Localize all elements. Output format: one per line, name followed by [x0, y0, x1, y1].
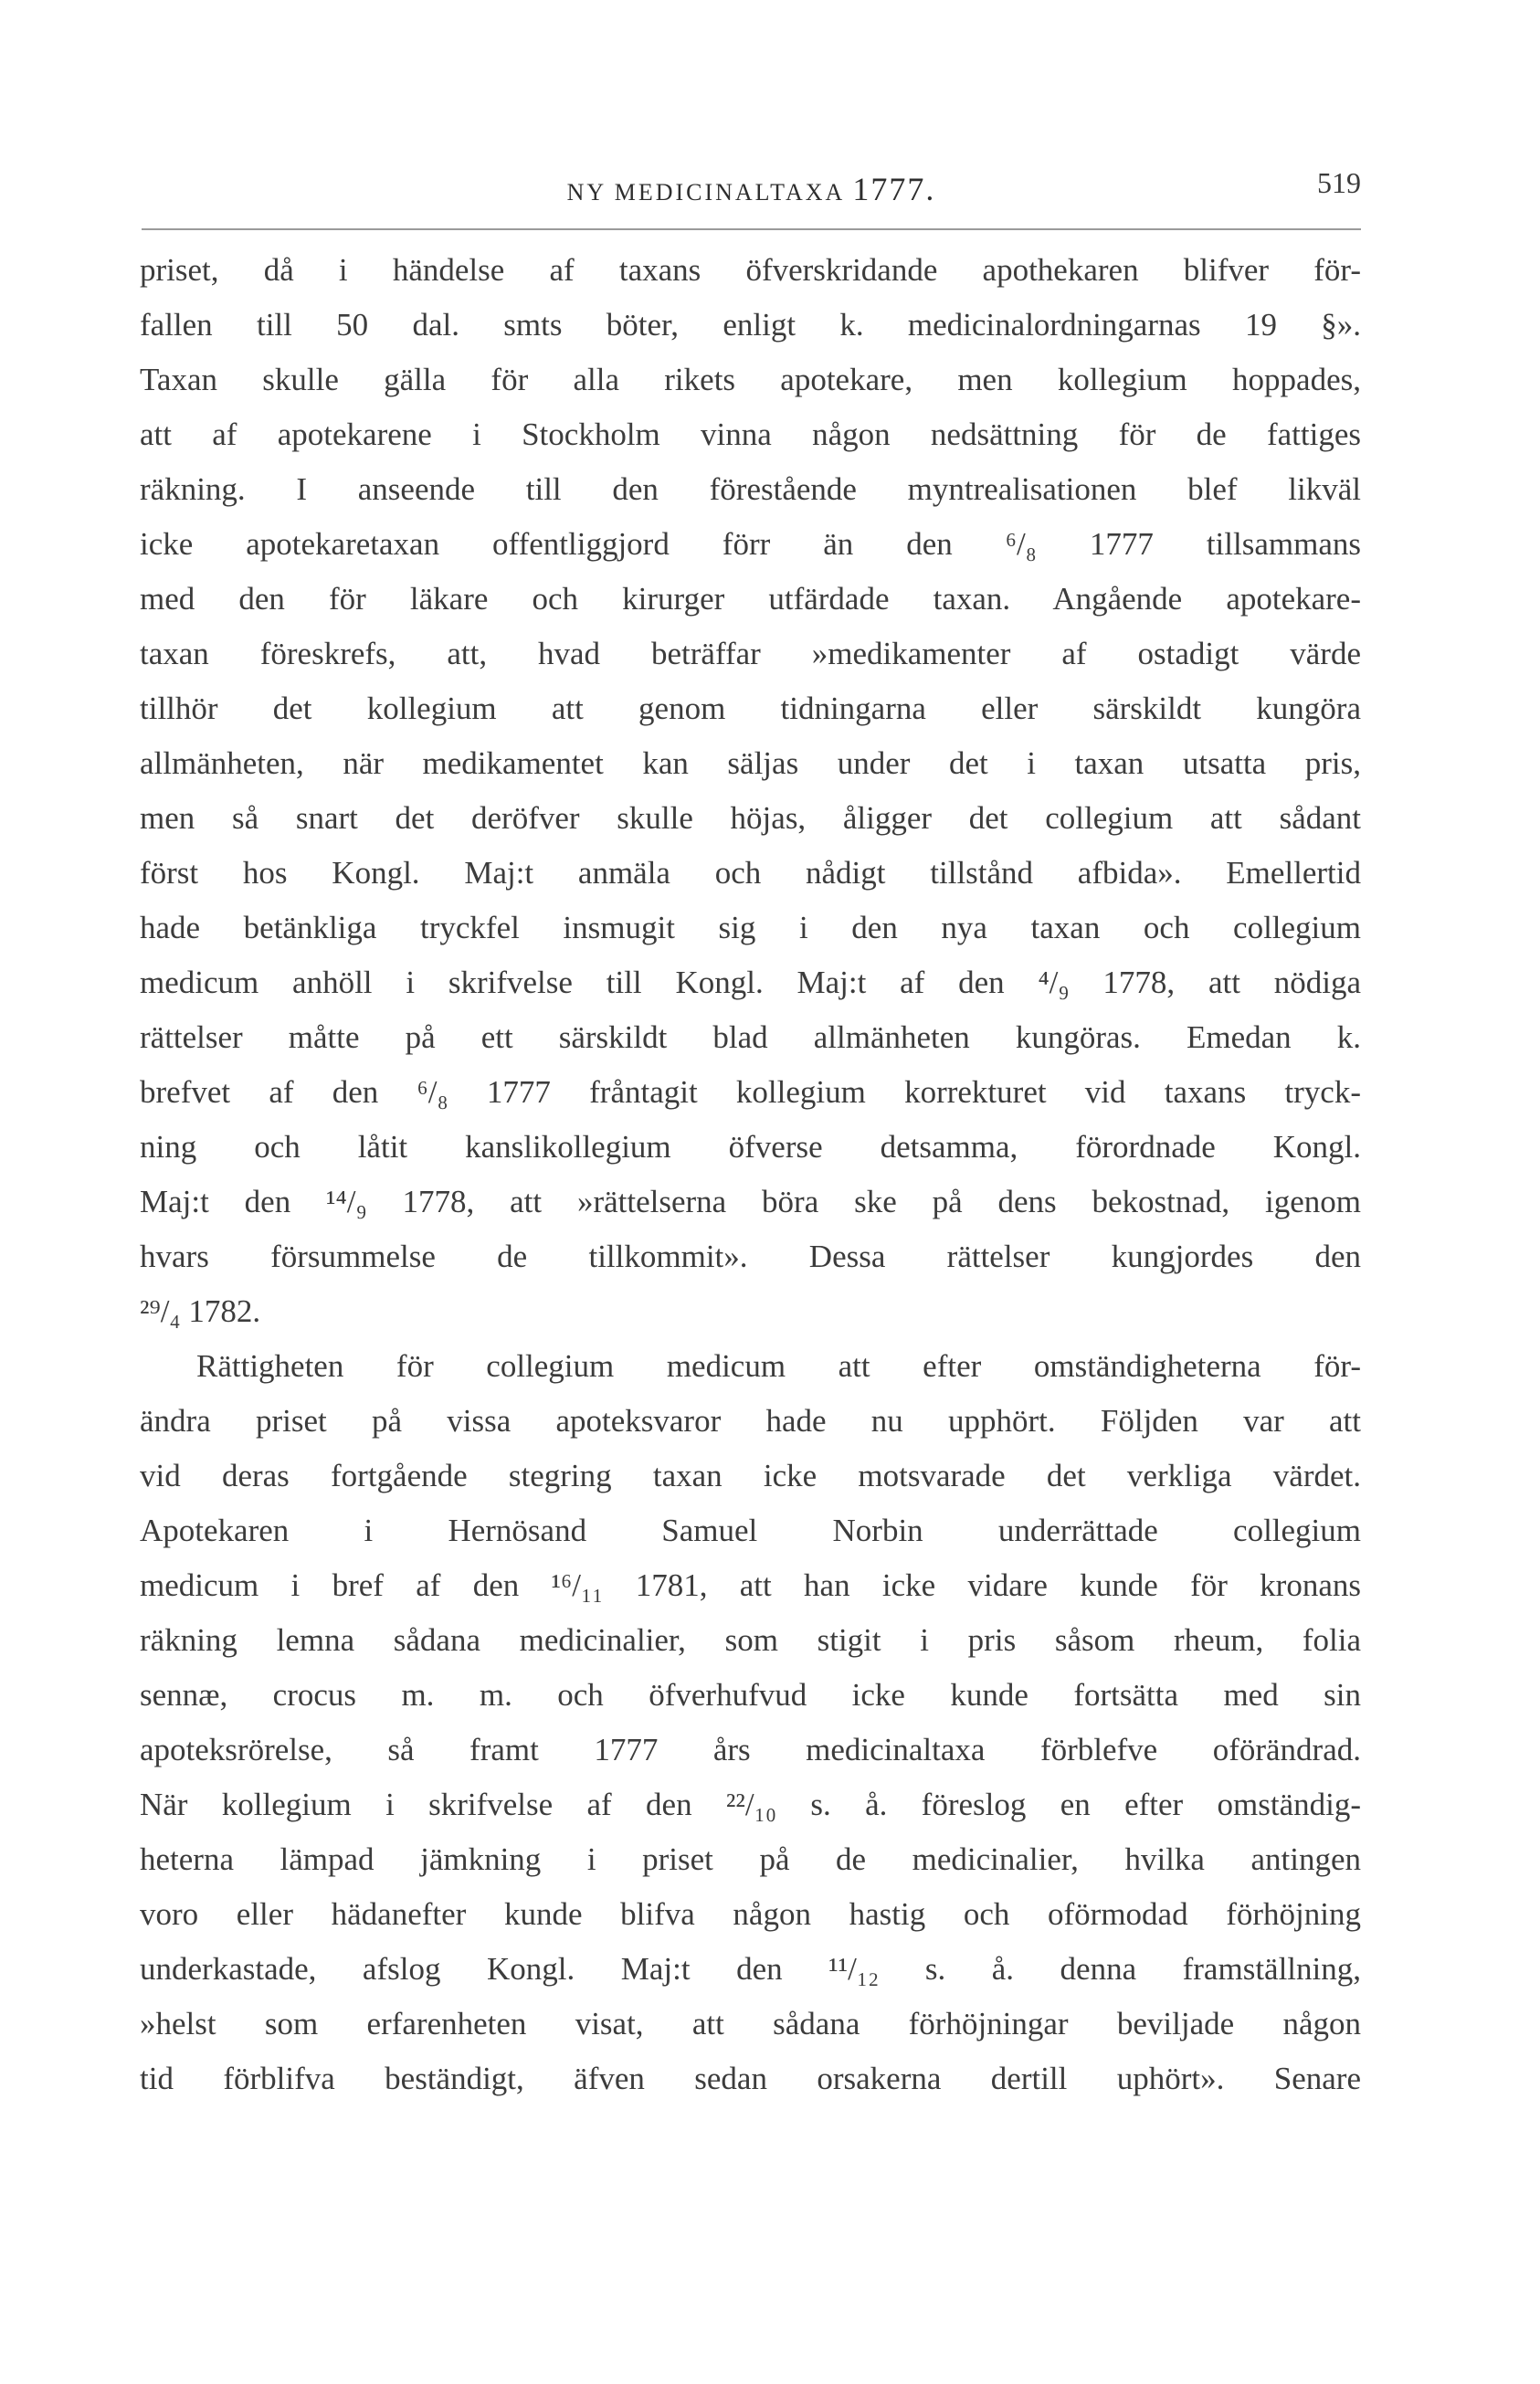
- text-line: att af apotekarene i Stockholm vinna någon nedsättning för de fattiges: [140, 417, 1361, 452]
- running-head-title: [142, 170, 1361, 208]
- text-line: med den för läkare och kirurger utfärdade taxan. Angående apotekare-: [140, 581, 1361, 617]
- header-rule: [142, 228, 1361, 230]
- text-line: Maj:t den ¹⁴/₉ 1778, att »rättelserna böra ske på dens bekostnad, igenom: [140, 1184, 1361, 1219]
- text-line: voro eller hädanefter kunde blifva någon hastig och oförmodad förhöjning: [140, 1896, 1361, 1932]
- text-line: men så snart det deröfver skulle höjas, åligger det collegium att sådant: [140, 800, 1361, 836]
- running-head: [142, 163, 1361, 208]
- text-line: fallen till 50 dal. smts böter, enligt k. medicinalordningarnas 19 §».: [140, 307, 1361, 343]
- text-line: taxan föreskrefs, att, hvad beträffar »medikamenter af ostadigt värde: [140, 636, 1361, 671]
- text-line: tid förblifva beständigt, äfven sedan orsakerna dertill uphört». Senare: [140, 2061, 1361, 2096]
- text-line: priset, då i händelse af taxans öfverskridande apothekaren blifver för-: [140, 252, 1361, 288]
- text-line: Apotekaren i Hernösand Samuel Norbin underrättade collegium: [140, 1513, 1361, 1548]
- text-line: icke apotekaretaxan offentliggjord förr än den ⁶/₈ 1777 tillsammans: [140, 526, 1361, 562]
- text-line: hvars försummelse de tillkommit». Dessa rättelser kungjordes den: [140, 1239, 1361, 1274]
- text-line: medicum anhöll i skrifvelse till Kongl. Maj:t af den ⁴/₉ 1778, att nödiga: [140, 965, 1361, 1000]
- text-line: ändra priset på vissa apoteksvaror hade nu upphört. Följden var att: [140, 1403, 1361, 1439]
- text-line: ning och låtit kanslikollegium öfverse detsamma, förordnade Kongl.: [140, 1129, 1361, 1165]
- text-line: Rättigheten för collegium medicum att efter omständigheterna för-: [196, 1348, 1361, 1384]
- text-line: vid deras fortgående stegring taxan icke motsvarade det verkliga värdet.: [140, 1458, 1361, 1493]
- text-line: brefvet af den ⁶/₈ 1777 fråntagit kollegium korrekturet vid taxans tryck-: [140, 1074, 1361, 1110]
- text-line: hade betänkliga tryckfel insmugit sig i den nya taxan och collegium: [140, 910, 1361, 945]
- running-head-year: 1777.: [852, 171, 936, 207]
- text-line: räkning. I anseende till den förestående myntrealisationen blef likväl: [140, 471, 1361, 507]
- text-line: Taxan skulle gälla för alla rikets apotekare, men kollegium hoppades,: [140, 362, 1361, 397]
- text-line: heterna lämpad jämkning i priset på de medicinalier, hvilka antingen: [140, 1841, 1361, 1877]
- text-line: ²⁹/₄ 1782.: [140, 1293, 261, 1329]
- text-line: först hos Kongl. Maj:t anmäla och nådigt tillstånd afbida». Emellertid: [140, 855, 1361, 891]
- text-line: räkning lemna sådana medicinalier, som stigit i pris såsom rheum, folia: [140, 1622, 1361, 1658]
- page-number: 519: [1317, 166, 1361, 199]
- text-line: sennæ, crocus m. m. och öfverhufvud icke kunde fortsätta med sin: [140, 1677, 1361, 1713]
- text-line: underkastade, afslog Kongl. Maj:t den ¹¹/₁₂ s. å. denna framställning,: [140, 1951, 1361, 1987]
- running-head-title-text: NY MEDICINALTAXA: [566, 179, 844, 206]
- text-line: När kollegium i skrifvelse af den ²²/₁₀ s. å. föreslog en efter omständig-: [140, 1787, 1361, 1822]
- text-line: »helst som erfarenheten visat, att sådana förhöjningar beviljade någon: [140, 2006, 1361, 2041]
- text-line: medicum i bref af den ¹⁶/₁₁ 1781, att han icke vidare kunde för kronans: [140, 1567, 1361, 1603]
- text-line: apoteksrörelse, så framt 1777 års medicinaltaxa förblefve oförändrad.: [140, 1732, 1361, 1767]
- text-line: allmänheten, när medikamentet kan säljas under det i taxan utsatta pris,: [140, 745, 1361, 781]
- body-text: [140, 243, 1361, 2106]
- text-line: rättelser måtte på ett särskildt blad allmänheten kungöras. Emedan k.: [140, 1019, 1361, 1055]
- text-line: tillhör det kollegium att genom tidningarna eller särskildt kungöra: [140, 691, 1361, 726]
